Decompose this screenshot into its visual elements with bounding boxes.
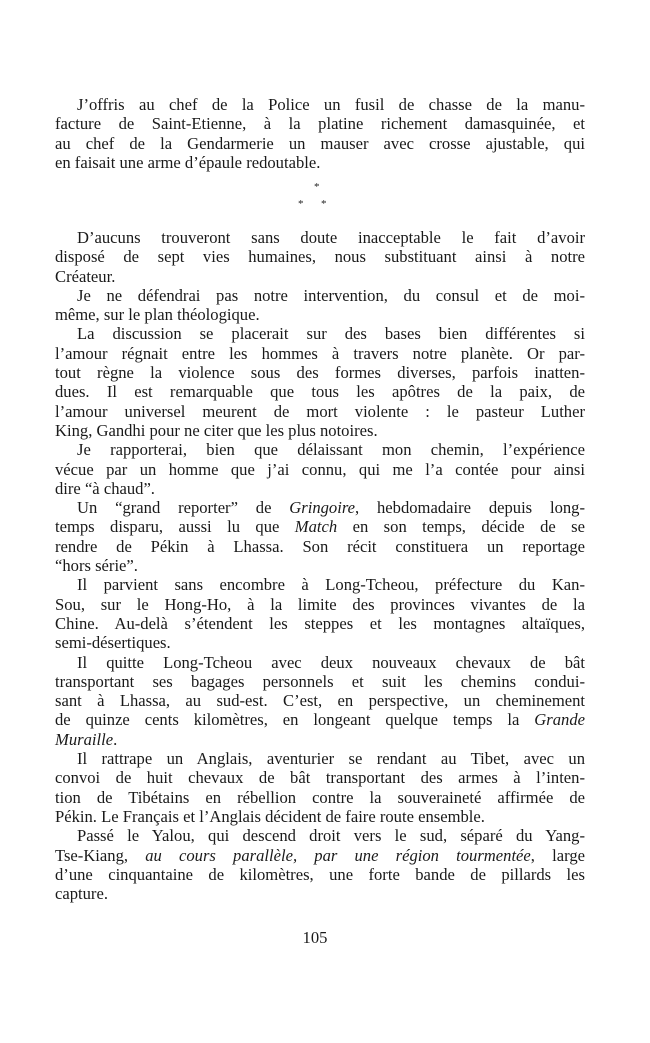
page-number: 105 [302,928,328,947]
text-line: “hors série”. [55,556,138,576]
text-line: D’aucuns trouveront sans doute inacceptable le fait d’avoir [77,228,585,247]
text-line: temps disparu, aussi lu que Match en son temps, décide de se [55,517,585,537]
text-line: sant à Lhassa, au sud-est. C’est, en perspective, un cheminement [55,691,585,711]
italic-text: Gringoire [289,498,356,518]
text-line: Chine. Au-delà s’étendent les steppes et les montagnes altaïques, [55,613,585,633]
asterism-star: * [298,198,304,210]
text-line: J’offris au chef de la Police un fusil de chasse de la manu- [77,95,585,114]
italic-text: au cours parallèle, par une région tourmentée [145,845,531,865]
text-line: Sou, sur le Hong-Ho, à la limite des provinces vivantes de la [55,594,585,614]
asterism-star: * [314,181,320,193]
asterism-star: * [321,198,327,210]
text-line: Je rapporterai, bien que délaissant mon chemin, l’expérience [77,440,585,460]
text-line: Muraille. [55,729,118,749]
text-line: Il quitte Long-Tcheou avec deux nouveaux chevaux de bât [77,652,585,672]
section-2-text [55,228,585,903]
italic-text: Grande [534,710,585,730]
text-line: d’une cinquantaine de kilomètres, une forte bande de pillards les [55,864,585,884]
text-line: même, sur le plan théologique. [55,305,260,325]
text-line: Passé le Yalou, qui descend droit vers le sud, séparé du Yang- [77,826,585,846]
italic-text: Match [294,517,338,537]
text-line: Tse-Kiang, au cours parallèle, par une région tourmentée, large [55,845,585,865]
text-line: dues. Il est remarquable que tous les apôtres de la paix, de [55,382,585,402]
italic-text: Muraille [55,729,114,749]
text-line: Créateur. [55,266,116,286]
text-line: dire “à chaud”. [55,478,155,498]
text-line: au chef de la Gendarmerie un mauser avec crosse ajustable, qui [55,133,585,153]
text-line: vécue par un homme que j’ai connu, qui me l’a contée pour ainsi [55,459,585,479]
text-line: La discussion se placerait sur des bases bien différentes si [77,324,585,344]
text-line: Il rattrape un Anglais, aventurier se rendant au Tibet, avec un [77,749,585,769]
text-line: semi-désertiques. [55,633,171,653]
text-line: l’amour universel meurent de mort violente : le pasteur Luther [55,401,585,421]
text-line: disposé de sept vies humaines, nous substituant ainsi à notre [55,247,585,267]
text-line: de quinze cents kilomètres, en longeant quelque temps la Grande [55,710,585,730]
text-line: Il parvient sans encombre à Long-Tcheou, préfecture du Kan- [77,575,585,595]
text-line: capture. [55,884,108,904]
text-line: Pékin. Le Français et l’Anglais décident de faire route ensemble. [55,806,485,826]
text-line: Je ne défendrai pas notre intervention, du consul et de moi- [77,285,585,305]
text-line: transportant ses bagages personnels et suit les chemins condui- [55,671,585,691]
text-line: rendre de Pékin à Lhassa. Son récit constituera un reportage [55,536,585,556]
text-line: Un “grand reporter” de Gringoire, hebdomadaire depuis long- [77,498,585,518]
text-line: facture de Saint-Etienne, à la platine richement damasquinée, et [55,114,585,134]
text-line: en faisait une arme d’épaule redoutable. [55,152,321,172]
text-line: l’amour régnait entre les hommes à travers notre planète. Or par- [55,343,585,363]
text-line: convoi de huit chevaux de bât transportant des armes à l’inten- [55,768,585,788]
section-1-text [55,95,585,172]
text-line: tion de Tibétains en rébellion contre la souveraineté affirmée de [55,787,585,807]
text-line: tout règne la violence sous des formes diverses, parfois inatten- [55,363,585,383]
text-line: King, Gandhi pour ne citer que les plus notoires. [55,420,378,440]
